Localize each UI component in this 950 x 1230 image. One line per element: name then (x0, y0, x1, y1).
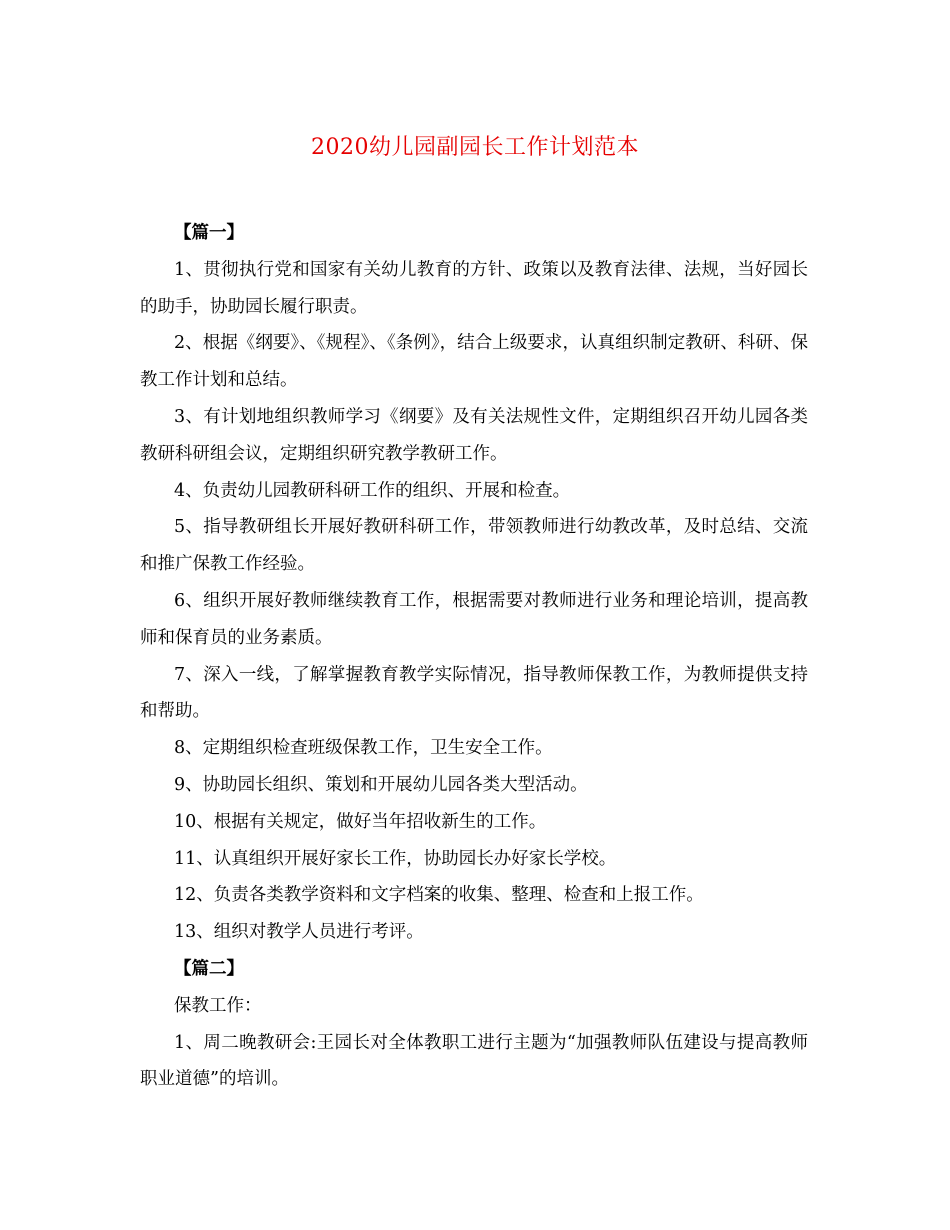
paragraph: 9、协助园长组织、策划和开展幼儿园各类大型活动。 (174, 774, 588, 795)
paragraph: 4、负责幼儿园教研科研工作的组织、开展和检查。 (174, 480, 571, 501)
document-body (140, 215, 808, 1098)
paragraph: 1、贯彻执行党和国家有关幼儿教育的方针、政策以及教育法律、法规，当好园长的助手，协助园长履行职责。 (140, 259, 808, 317)
paragraph: 保教工作： (174, 995, 262, 1016)
paragraph: 2、根据《纲要》、《规程》、《条例》，结合上级要求，认真组织制定教研、科研、保教工作计划和总结。 (140, 333, 808, 391)
paragraph: 7、深入一线，了解掌握教育教学实际情况，指导教师保教工作，为教师提供支持和帮助。 (140, 664, 808, 722)
paragraph: 8、定期组织检查班级保教工作，卫生安全工作。 (174, 738, 553, 759)
section-heading-2: 【篇二】 (174, 958, 244, 979)
paragraph: 10、根据有关规定，做好当年招收新生的工作。 (174, 811, 547, 832)
paragraph: 5、指导教研组长开展好教研科研工作，带领教师进行幼教改革，及时总结、交流和推广保教工作经验。 (140, 517, 808, 575)
paragraph: 13、组织对教学人员进行考评。 (174, 922, 424, 943)
document-title: 2020幼儿园副园长工作计划范本 (311, 135, 639, 160)
paragraph: 3、有计划地组织教师学习《纲要》及有关法规性文件，定期组织召开幼儿园各类教研科研组会议，定期组织研究教学教研工作。 (140, 406, 808, 464)
section-heading-1: 【篇一】 (174, 223, 244, 243)
paragraph: 12、负责各类教学资料和文字档案的收集、整理、检查和上报工作。 (174, 885, 704, 906)
paragraph: 1、周二晚教研会:王园长对全体教职工进行主题为“加强教师队伍建设与提高教师职业道德”的培训。 (140, 1032, 808, 1090)
paragraph: 11、认真组织开展好家长工作，协助园长办好家长学校。 (174, 848, 617, 869)
paragraph: 6、组织开展好教师继续教育工作，根据需要对教师进行业务和理论培训，提高教师和保育员的业务素质。 (140, 590, 808, 648)
